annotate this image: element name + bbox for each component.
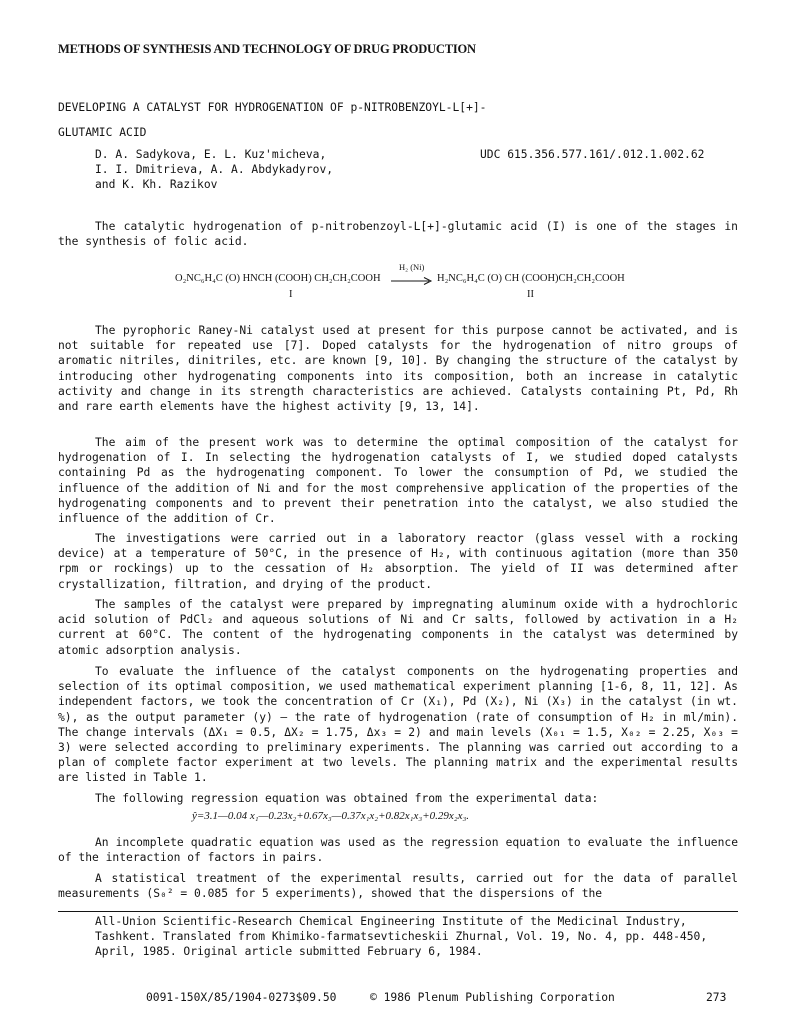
body-paragraph: To evaluate the influence of the catalyst components on the hydrogenating properties and selection of its optimal composition, we used mathematical experiment planning [1-6, 8, 11, 12]. As independent factors, we took the concentration of Cr (X₁), Pd (X₂), Ni (X₃) in the catalyst (in wt. %), as the output parameter (y) — the rate of hydrogenation (rate of consumption of H₂ in ml/min). The change intervals (ΔX₁ = 0.5, ΔX₂ = 1.75, Δx₃ = 2) and main levels (X₀₁ = 1.5, X₀₂ = 2.25, X₀₃ = 3) were selected according to preliminary experiments. The planning was carried out according to a plan of complete factor experiment at two levels. The planning matrix and the experimental results are listed in Table 1.	[58, 665, 738, 785]
affiliation-footnote: All-Union Scientific-Research Chemical Engineering Institute of the Medicinal Industry, Tashkent. Translated from Khimiko-farmatsevticheskii Zhurnal, Vol. 19, No. 4, pp. 448-450, April, 1985. Original article submitted February 6, 1984.	[95, 915, 708, 959]
body-paragraph: The pyrophoric Raney-Ni catalyst used at present for this purpose cannot be activated, and is not suitable for repeated use [7]. Doped catalysts for the hydrogenation of nitro groups of aromatic nitriles, dinitriles, etc. are known [9, 10]. By changing the structure of the catalyst by introducing other hydrogenating components into its composition, both an increase in catalytic activity and change in its strength characteristics are achieved. Catalysts containing Pt, Pd, Rh and rare earth elements have the highest activity [9, 13, 14].	[58, 324, 738, 414]
udc-code: UDC 615.356.577.161/.012.1.002.62	[480, 148, 705, 161]
author-list: D. A. Sadykova, E. L. Kuz'micheva, I. I. Dmitrieva, A. A. Abdykadyrov, and K. Kh. Razikov	[95, 148, 334, 192]
body-paragraph: The investigations were carried out in a laboratory reactor (glass vessel with a rocking device) at a temperature of 50°C, in the presence of H₂, with continuous agitation (more than 350 rpm or rockings) up to the cessation of H₂ absorption. The yield of II was determined after crystallization, filtration, and drying of the product.	[58, 532, 738, 591]
reaction-scheme	[175, 262, 645, 302]
product-formula: H₂NC₆H₄C (O) CH (COOH)CH₂CH₂COOH	[437, 273, 625, 284]
regression-equation: ŷ=3.1—0.04 x₁—0.23x₂+0.67x₃—0.37x₁x₂+0.82x₁x₃+0.29x₂x₃.	[192, 810, 470, 822]
product-label: II	[527, 289, 534, 300]
article-title: DEVELOPING A CATALYST FOR HYDROGENATION OF p-NITROBENZOYL-L[+]- GLUTAMIC ACID	[58, 101, 487, 139]
footnote-divider	[58, 911, 738, 912]
reactant-label: I	[289, 289, 293, 300]
intro-paragraph: The catalytic hydrogenation of p-nitrobenzoyl-L[+]-glutamic acid (I) is one of the stages in the synthesis of folic acid.	[58, 220, 738, 249]
body-paragraph: The aim of the present work was to determine the optimal composition of the catalyst for hydrogenation of I. In selecting the hydrogenation catalysts of I, we studied doped catalysts containing Pd as the hydrogenating component. To lower the consumption of Pd, we studied the influence of the addition of Ni and for the most comprehensive application of the properties of the hydrogenating components and to prevent their penetration into the catalyst, we also studied the influence of the addition of Cr.	[58, 436, 738, 526]
reaction-catalyst: H₂ (Ni)	[399, 262, 425, 272]
body-paragraph: The samples of the catalyst were prepared by impregnating aluminum oxide with a hydrochloric acid solution of PdCl₂ and aqueous solutions of Ni and Cr salts, followed by activation in a H₂ current at 60°C. The content of the hydrogenating components in the catalyst was determined by atomic adsorption analysis.	[58, 598, 738, 657]
section-header: METHODS OF SYNTHESIS AND TECHNOLOGY OF DRUG PRODUCTION	[58, 42, 476, 56]
reactant-formula: O₂NC₆H₄C (O) HNCH (COOH) CH₂CH₂COOH	[175, 273, 381, 284]
page-number: 273	[706, 991, 727, 1004]
body-paragraph: An incomplete quadratic equation was used as the regression equation to evaluate the influence of the interaction of factors in pairs.	[58, 836, 738, 865]
copyright-notice: © 1986 Plenum Publishing Corporation	[370, 991, 615, 1004]
publication-code: 0091-150X/85/1904-0273$09.50	[146, 991, 337, 1004]
body-paragraph: The following regression equation was obtained from the experimental data:	[95, 792, 599, 805]
reaction-arrow-icon	[391, 276, 433, 286]
body-paragraph: A statistical treatment of the experimental results, carried out for the data of parallel measurements (S₀² = 0.085 for 5 experiments), showed that the dispersions of the	[58, 872, 738, 901]
